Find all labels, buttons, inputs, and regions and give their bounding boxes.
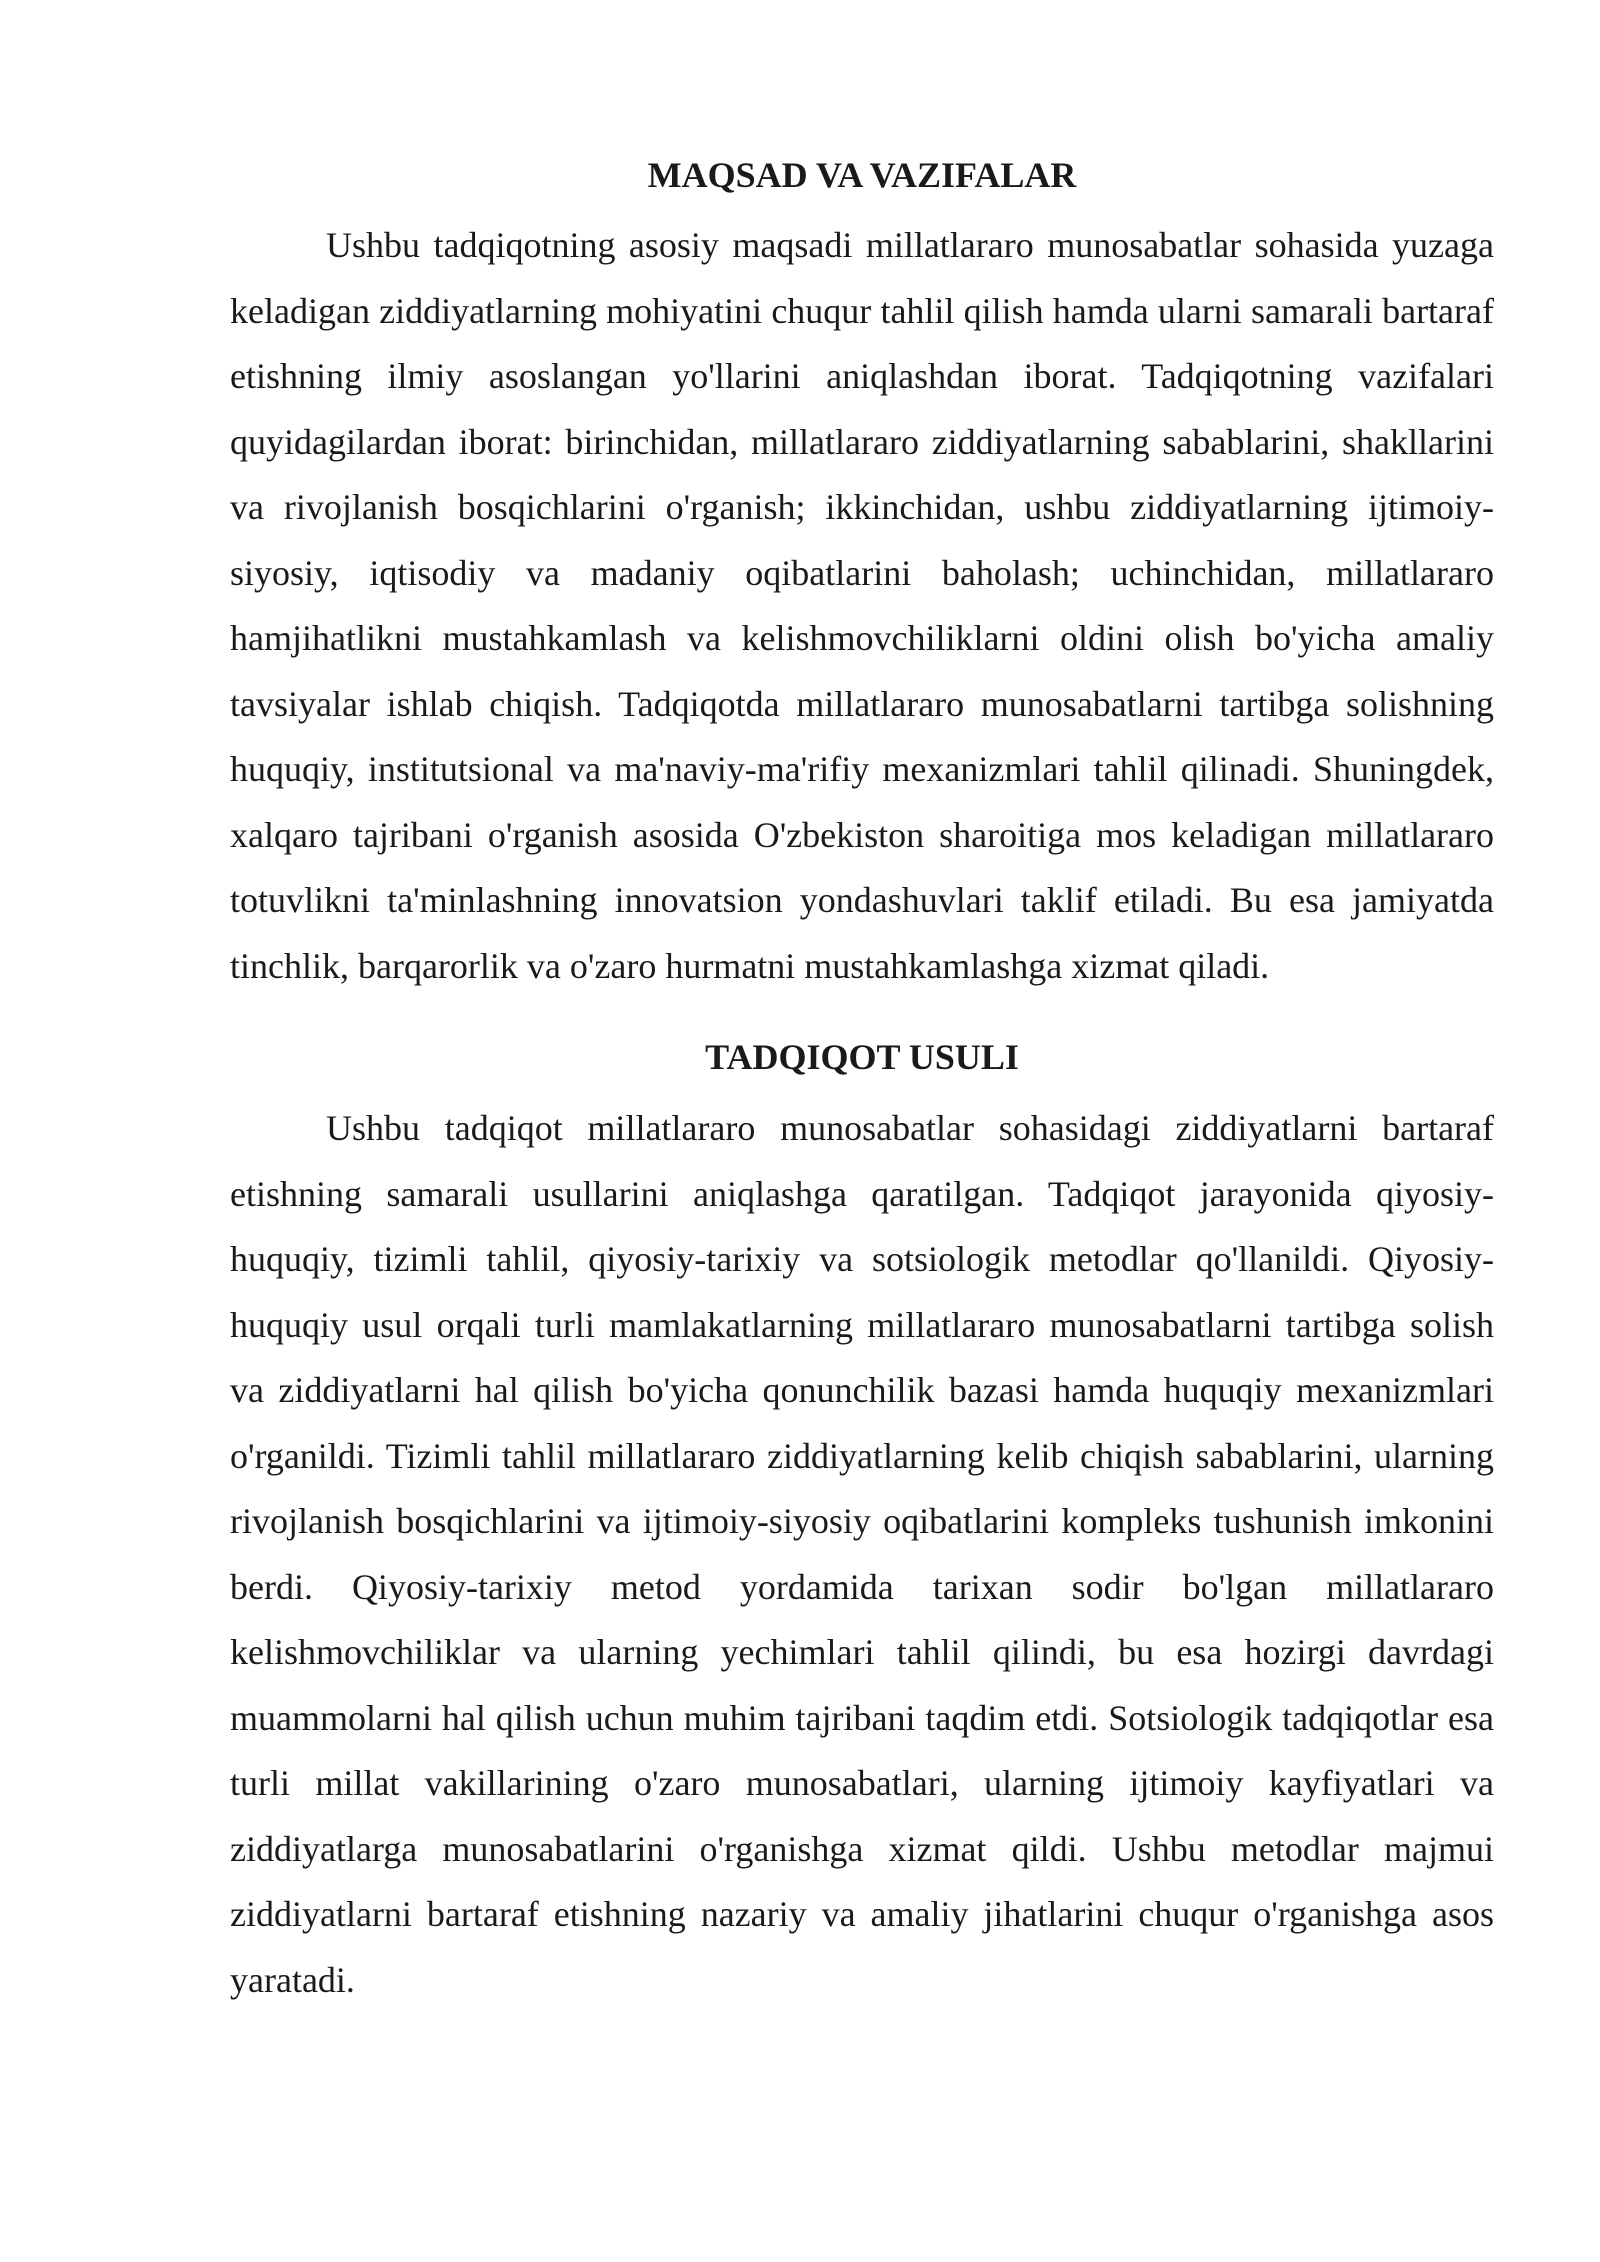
section-paragraph-method: Ushbu tadqiqot millatlararo munosabatlar sohasidagi ziddiyatlarni bartaraf etishning samarali usullarini aniqlashga qaratilgan. Tadqiqot jarayonida qiyosiy-huquqiy, tizimli tahlil, qiyosiy-tarixiy va sotsiologik metodlar qo'llanildi. Qiyosiy-huquqiy usul orqali turli mamlakatlarning millatlararo munosabatlarni tartibga solish va ziddiyatlarni hal qilish bo'yicha qonunchilik bazasi hamda huquqiy mexanizmlari o'rganildi. Tizimli tahlil millatlararo ziddiyatlarning kelib chiqish sabablarini, ularning rivojlanish bosqichlarini va ijtimoiy-siyosiy oqibatlarini kompleks tushunish imkonini berdi. Qiyosiy-tarixiy metod yordamida tarixan sodir bo'lgan millatlararo kelishmovchiliklar va ularning yechimlari tahlil qilindi, bu esa hozirgi davrdagi muammolarni hal qilish uchun muhim tajribani taqdim etdi. Sotsiologik tadqiqotlar esa turli millat vakillarining o'zaro munosabatlari, ularning ijtimoiy kayfiyatlari va ziddiyatlarga munosabatlarini o'rganishga xizmat qildi. Ushbu metodlar majmui ziddiyatlarni bartaraf etishning nazariy va amaliy jihatlarini chuqur o'rganishga asos yaratadi. (230, 1108, 1494, 2000)
document-page (230, 145, 1494, 2013)
section-heading-goals: MAQSAD VA VAZIFALAR (647, 155, 1077, 195)
section-paragraph-goals: Ushbu tadqiqotning asosiy maqsadi millatlararo munosabatlar sohasida yuzaga keladigan ziddiyatlarning mohiyatini chuqur tahlil qilish hamda ularni samarali bartaraf etishning ilmiy asoslangan yo'llarini aniqlashdan iborat. Tadqiqotning vazifalari quyidagilardan iborat: birinchidan, millatlararo ziddiyatlarning sabablarini, shakllarini va rivojlanish bosqichlarini o'rganish; ikkinchidan, ushbu ziddiyatlarning ijtimoiy-siyosiy, iqtisodiy va madaniy oqibatlarini baholash; uchinchidan, millatlararo hamjihatlikni mustahkamlash va kelishmovchiliklarni oldini olish bo'yicha amaliy tavsiyalar ishlab chiqish. Tadqiqotda millatlararo munosabatlarni tartibga solishning huquqiy, institutsional va ma'naviy-ma'rifiy mexanizmlari tahlil qilinadi. Shuningdek, xalqaro tajribani o'rganish asosida O'zbekiston sharoitiga mos keladigan millatlararo totuvlikni ta'minlashning innovatsion yondashuvlari taklif etiladi. Bu esa jamiyatda tinchlik, barqarorlik va o'zaro hurmatni mustahkamlashga xizmat qiladi. (230, 225, 1494, 986)
section-heading-method: TADQIQOT USULI (705, 1037, 1019, 1077)
